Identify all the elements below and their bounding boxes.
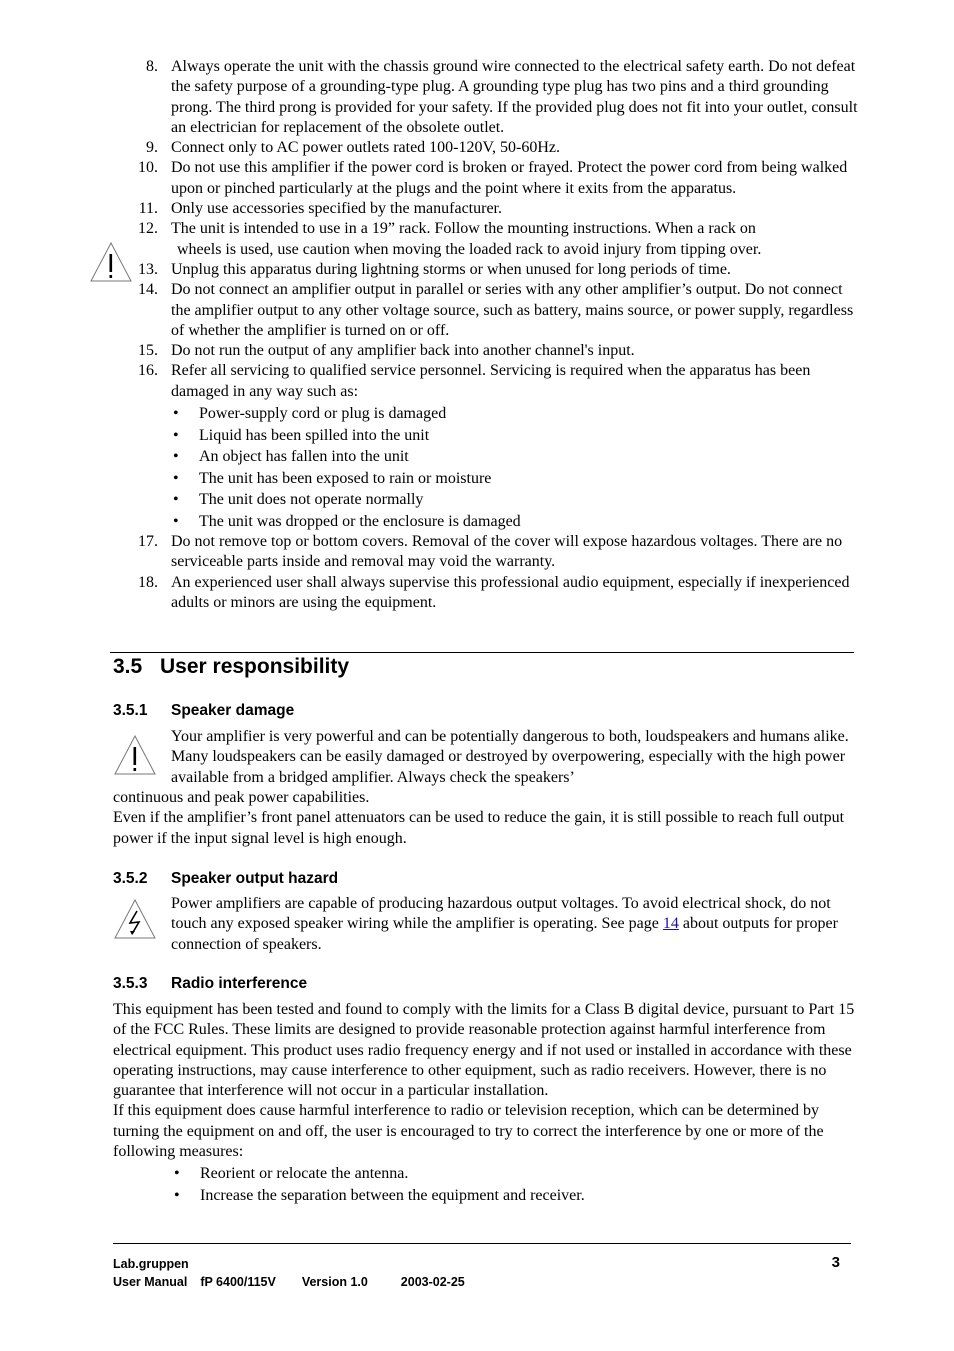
- item-text: An experienced user shall always supervise this professional audio equipment, especially if inexperienced adults or minors are using the equipment.: [171, 573, 850, 611]
- list-item: [113, 219, 858, 260]
- subsection-number: 3.5.2: [113, 870, 148, 887]
- subsection-heading-radio-interference: [113, 975, 307, 993]
- item-number: 10.: [138, 159, 158, 177]
- footer-info: [113, 1275, 465, 1289]
- list-item: [113, 341, 858, 361]
- bullet-item: • The unit does not operate normally: [199, 489, 858, 511]
- safety-instructions-list: [113, 57, 858, 613]
- bullet-item: • The unit has been exposed to rain or moisture: [199, 468, 858, 490]
- list-item: [113, 573, 858, 614]
- item-number: 15.: [138, 342, 158, 360]
- item-text: Do not use this amplifier if the power cord is broken or frayed. Protect the power cord from being walked upon or pinched particularly at the plugs and the point where it exits from the apparatus.: [171, 159, 848, 197]
- subsection-number: 3.5.3: [113, 975, 148, 992]
- paragraph-text: Power amplifiers are capable of producing hazardous output voltages. To avoid electrical shock, do not touch any exposed speaker wiring while the amplifier is operating. See page: [171, 895, 831, 933]
- subsection-number: 3.5.1: [113, 702, 148, 719]
- paragraph: This equipment has been tested and found to comply with the limits for a Class B digital device, pursuant to Part 15 of the FCC Rules. These limits are designed to provide reasonable protection against harmful interference from electrical equipment. This product uses radio frequency energy and if not used or installed in accordance with these operating instructions, may cause interference to other equipment, such as radio receivers. However, there is no guarantee that interference will not occur in a particular installation.: [113, 1001, 855, 1100]
- paragraph-continuation: continuous and peak power capabilities.: [113, 789, 370, 806]
- item-text: Refer all servicing to qualified service personnel. Servicing is required when the apparatus has been damaged in any way such as:: [171, 362, 811, 400]
- page-link[interactable]: 14: [662, 915, 679, 933]
- list-item: [113, 138, 858, 158]
- item-number: 8.: [146, 58, 158, 75]
- item-number: 11.: [138, 200, 158, 218]
- item-number: 18.: [138, 573, 158, 591]
- footer-manual: User Manual: [113, 1275, 188, 1289]
- paragraph: If this equipment does cause harmful interference to radio or television reception, which can be determined by turning the equipment on and off, the user is encouraged to try to correct the interference by one or more of the following measures:: [113, 1102, 824, 1161]
- list-item: [113, 532, 858, 573]
- item-text: Only use accessories specified by the manufacturer.: [171, 200, 502, 218]
- item-text: [171, 219, 858, 260]
- bullet-item: • Liquid has been spilled into the unit: [199, 425, 858, 447]
- bullet-item: • Increase the separation between the equipment and receiver.: [200, 1185, 858, 1207]
- bullet-item: • Reorient or relocate the antenna.: [200, 1163, 858, 1185]
- list-item: [113, 361, 858, 532]
- footer-model: fP 6400/115V: [200, 1275, 276, 1289]
- footer-divider: [113, 1243, 851, 1244]
- item-number: 14.: [138, 281, 158, 299]
- item-number: 9.: [146, 139, 158, 157]
- list-item: [113, 57, 858, 138]
- speaker-damage-continued: [113, 788, 858, 849]
- item-text: Do not connect an amplifier output in parallel or series with any other amplifier’s output. Do not connect the amplifier output to any other voltage source, such as battery, mains source, or power supply, regardless of whether the amplifier is turned on or off.: [171, 281, 854, 339]
- item-number: 16.: [138, 362, 158, 380]
- measures-bullet-list: [113, 1163, 858, 1206]
- item-text: Unplug this apparatus during lightning storms or when unused for long periods of time.: [171, 260, 731, 278]
- list-item: [113, 260, 858, 280]
- list-item: [113, 158, 858, 199]
- warning-triangle-icon: [113, 734, 157, 776]
- list-item: [113, 280, 858, 341]
- paragraph-text: about outputs for proper connection of speakers.: [171, 915, 838, 953]
- subsection-heading-speaker-output: [113, 870, 338, 888]
- item-text: Do not run the output of any amplifier back into another channel's input.: [171, 342, 635, 360]
- item-text-line: wheels is used, use caution when moving the loaded rack to avoid injury from tipping over.: [177, 240, 762, 258]
- section-heading: [113, 655, 349, 679]
- paragraph: Even if the amplifier’s front panel attenuators can be used to reduce the gain, it is still possible to reach full output power if the input signal level is high enough.: [113, 809, 845, 847]
- item-text-line: The unit is intended to use in a 19” rack. Follow the mounting instructions. When a rack on: [171, 220, 756, 238]
- list-item: [113, 199, 858, 219]
- subsection-title: Speaker output hazard: [171, 870, 339, 887]
- item-number: 12.: [138, 220, 158, 238]
- footer-date: 2003-02-25: [400, 1275, 465, 1289]
- item-number: 17.: [138, 533, 158, 551]
- item-text: Do not remove top or bottom covers. Removal of the cover will expose hazardous voltages. There are no serviceable parts inside and removal may void the warranty.: [171, 533, 843, 571]
- subsection-title: Radio interference: [171, 975, 308, 992]
- section-title: User responsibility: [160, 655, 350, 678]
- subsection-heading-speaker-damage: [113, 702, 294, 720]
- section-divider: [110, 652, 854, 653]
- bullet-item: • Power-supply cord or plug is damaged: [199, 403, 858, 425]
- bullet-item: • The unit was dropped or the enclosure is damaged: [199, 511, 858, 533]
- page-number: 3: [831, 1254, 840, 1271]
- damage-bullet-list: [171, 403, 858, 532]
- footer-brand: Lab.gruppen: [113, 1257, 189, 1271]
- item-number: 13.: [138, 260, 158, 278]
- speaker-output-paragraph: [171, 894, 861, 955]
- bullet-item: • An object has fallen into the unit: [199, 446, 858, 468]
- radio-interference-text: [113, 1000, 858, 1206]
- footer-version: Version 1.0: [301, 1275, 368, 1289]
- item-text: Connect only to AC power outlets rated 100-120V, 50-60Hz.: [171, 139, 560, 157]
- speaker-damage-paragraph: Your amplifier is very powerful and can be potentially dangerous to both, loudspeakers and humans alike. Many loudspeakers can be easily damaged or destroyed by overpowering, especially with the high power available from a bridged amplifier. Always check the speakers’: [171, 728, 849, 786]
- section-number: 3.5: [113, 655, 143, 678]
- item-text: Always operate the unit with the chassis ground wire connected to the electrical safety earth. Do not defeat the safety purpose of a grounding-type plug. A grounding type plug has two pins and a third grounding prong. The third prong is provided for your safety. If the provided plug does not fit into your outlet, consult an electrician for replacement of the obsolete outlet.: [171, 58, 858, 136]
- subsection-title: Speaker damage: [171, 702, 295, 719]
- electric-shock-icon: [113, 898, 157, 940]
